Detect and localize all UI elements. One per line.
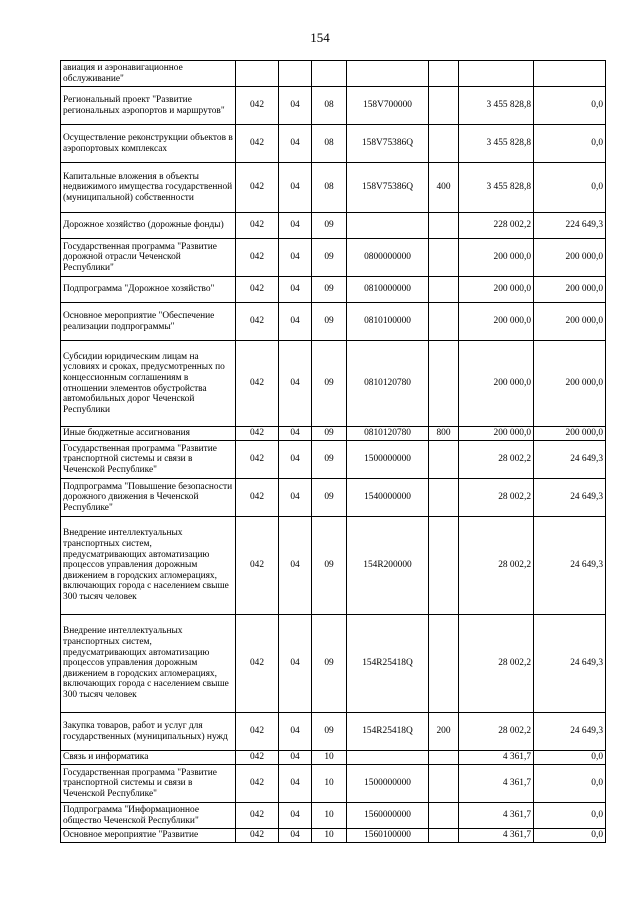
table-row bbox=[61, 239, 606, 277]
section-code-cell: 04 bbox=[279, 829, 312, 843]
row-name-cell: авиация и аэронавигационное обслуживание" bbox=[61, 61, 236, 87]
amount-year1-cell: 200 000,0 bbox=[459, 341, 534, 427]
section-code-cell: 04 bbox=[279, 803, 312, 829]
target-article-cell: 154R200000 bbox=[347, 517, 429, 615]
subsection-code-cell: 08 bbox=[312, 163, 347, 213]
expense-type-cell bbox=[429, 751, 459, 765]
expense-type-cell bbox=[429, 479, 459, 517]
row-name-cell: Капитальные вложения в объекты недвижимого имущества государственной (муниципальной) собственности bbox=[61, 163, 236, 213]
subsection-code-cell: 09 bbox=[312, 517, 347, 615]
ministry-code-cell: 042 bbox=[236, 479, 279, 517]
amount-year2-cell bbox=[534, 61, 606, 87]
amount-year1-cell: 3 455 828,8 bbox=[459, 125, 534, 163]
amount-year1-cell: 200 000,0 bbox=[459, 277, 534, 303]
section-code-cell: 04 bbox=[279, 751, 312, 765]
ministry-code-cell: 042 bbox=[236, 239, 279, 277]
table-row bbox=[61, 829, 606, 843]
target-article-cell: 0810120780 bbox=[347, 427, 429, 441]
ministry-code-cell: 042 bbox=[236, 615, 279, 713]
amount-year1-cell bbox=[459, 61, 534, 87]
section-code-cell: 04 bbox=[279, 87, 312, 125]
table-row bbox=[61, 277, 606, 303]
amount-year1-cell: 3 455 828,8 bbox=[459, 163, 534, 213]
ministry-code-cell: 042 bbox=[236, 213, 279, 239]
amount-year1-cell: 4 361,7 bbox=[459, 803, 534, 829]
subsection-code-cell: 09 bbox=[312, 277, 347, 303]
row-name-cell: Подпрограмма "Повышение безопасности дорожного движения в Чеченской Республике" bbox=[61, 479, 236, 517]
subsection-code-cell: 08 bbox=[312, 125, 347, 163]
row-name-cell: Субсидии юридическим лицам на условиях и сроках, предусмотренных по концессионным соглашениям в отношении элементов обустройства автомобильных дорог Чеченской Республики bbox=[61, 341, 236, 427]
ministry-code-cell: 042 bbox=[236, 277, 279, 303]
amount-year1-cell: 4 361,7 bbox=[459, 751, 534, 765]
subsection-code-cell: 09 bbox=[312, 239, 347, 277]
expense-type-cell bbox=[429, 341, 459, 427]
expense-type-cell bbox=[429, 239, 459, 277]
subsection-code-cell: 09 bbox=[312, 427, 347, 441]
subsection-code-cell: 10 bbox=[312, 765, 347, 803]
subsection-code-cell: 09 bbox=[312, 713, 347, 751]
expense-type-cell bbox=[429, 277, 459, 303]
target-article-cell: 158V700000 bbox=[347, 87, 429, 125]
amount-year2-cell: 24 649,3 bbox=[534, 615, 606, 713]
amount-year2-cell: 0,0 bbox=[534, 163, 606, 213]
target-article-cell: 1500000000 bbox=[347, 765, 429, 803]
amount-year1-cell: 4 361,7 bbox=[459, 829, 534, 843]
section-code-cell: 04 bbox=[279, 303, 312, 341]
section-code-cell bbox=[279, 61, 312, 87]
amount-year2-cell: 0,0 bbox=[534, 125, 606, 163]
amount-year2-cell: 24 649,3 bbox=[534, 517, 606, 615]
expense-type-cell bbox=[429, 213, 459, 239]
subsection-code-cell: 09 bbox=[312, 303, 347, 341]
table-row bbox=[61, 303, 606, 341]
subsection-code-cell: 09 bbox=[312, 441, 347, 479]
section-code-cell: 04 bbox=[279, 479, 312, 517]
amount-year2-cell: 224 649,3 bbox=[534, 213, 606, 239]
ministry-code-cell: 042 bbox=[236, 87, 279, 125]
table-row bbox=[61, 87, 606, 125]
table-row bbox=[61, 441, 606, 479]
subsection-code-cell: 09 bbox=[312, 479, 347, 517]
amount-year1-cell: 28 002,2 bbox=[459, 713, 534, 751]
amount-year2-cell: 24 649,3 bbox=[534, 713, 606, 751]
row-name-cell: Государственная программа "Развитие транспортной системы и связи в Чеченской Республике" bbox=[61, 441, 236, 479]
amount-year2-cell: 0,0 bbox=[534, 87, 606, 125]
row-name-cell: Подпрограмма "Дорожное хозяйство" bbox=[61, 277, 236, 303]
subsection-code-cell: 09 bbox=[312, 341, 347, 427]
section-code-cell: 04 bbox=[279, 125, 312, 163]
amount-year2-cell: 200 000,0 bbox=[534, 277, 606, 303]
row-name-cell: Иные бюджетные ассигнования bbox=[61, 427, 236, 441]
target-article-cell bbox=[347, 751, 429, 765]
row-name-cell: Региональный проект "Развитие региональных аэропортов и маршрутов" bbox=[61, 87, 236, 125]
table-row bbox=[61, 713, 606, 751]
expense-type-cell bbox=[429, 615, 459, 713]
subsection-code-cell: 09 bbox=[312, 213, 347, 239]
section-code-cell: 04 bbox=[279, 427, 312, 441]
amount-year1-cell: 200 000,0 bbox=[459, 427, 534, 441]
target-article-cell bbox=[347, 61, 429, 87]
ministry-code-cell: 042 bbox=[236, 751, 279, 765]
row-name-cell: Закупка товаров, работ и услуг для государственных (муниципальных) нужд bbox=[61, 713, 236, 751]
table-row bbox=[61, 125, 606, 163]
amount-year1-cell: 3 455 828,8 bbox=[459, 87, 534, 125]
amount-year2-cell: 24 649,3 bbox=[534, 441, 606, 479]
amount-year1-cell: 228 002,2 bbox=[459, 213, 534, 239]
ministry-code-cell: 042 bbox=[236, 341, 279, 427]
row-name-cell: Государственная программа "Развитие транспортной системы и связи в Чеченской Республике" bbox=[61, 765, 236, 803]
ministry-code-cell: 042 bbox=[236, 829, 279, 843]
subsection-code-cell: 10 bbox=[312, 751, 347, 765]
amount-year1-cell: 28 002,2 bbox=[459, 441, 534, 479]
target-article-cell: 0810000000 bbox=[347, 277, 429, 303]
ministry-code-cell: 042 bbox=[236, 125, 279, 163]
target-article-cell: 0810100000 bbox=[347, 303, 429, 341]
subsection-code-cell: 10 bbox=[312, 829, 347, 843]
amount-year2-cell: 0,0 bbox=[534, 765, 606, 803]
section-code-cell: 04 bbox=[279, 441, 312, 479]
target-article-cell: 0800000000 bbox=[347, 239, 429, 277]
table-row bbox=[61, 61, 606, 87]
amount-year2-cell: 200 000,0 bbox=[534, 427, 606, 441]
expense-type-cell bbox=[429, 125, 459, 163]
section-code-cell: 04 bbox=[279, 713, 312, 751]
page-number: 154 bbox=[310, 30, 330, 45]
table-row bbox=[61, 803, 606, 829]
target-article-cell: 1560000000 bbox=[347, 803, 429, 829]
expense-type-cell bbox=[429, 61, 459, 87]
row-name-cell: Основное мероприятие "Обеспечение реализации подпрограммы" bbox=[61, 303, 236, 341]
expense-type-cell bbox=[429, 803, 459, 829]
ministry-code-cell: 042 bbox=[236, 427, 279, 441]
amount-year2-cell: 0,0 bbox=[534, 829, 606, 843]
ministry-code-cell: 042 bbox=[236, 441, 279, 479]
section-code-cell: 04 bbox=[279, 213, 312, 239]
row-name-cell: Связь и информатика bbox=[61, 751, 236, 765]
subsection-code-cell: 08 bbox=[312, 87, 347, 125]
expense-type-cell bbox=[429, 829, 459, 843]
table-row bbox=[61, 341, 606, 427]
row-name-cell: Подпрограмма "Информационное общество Чеченской Республики" bbox=[61, 803, 236, 829]
section-code-cell: 04 bbox=[279, 517, 312, 615]
amount-year1-cell: 4 361,7 bbox=[459, 765, 534, 803]
table-row bbox=[61, 765, 606, 803]
table-row bbox=[61, 427, 606, 441]
amount-year2-cell: 200 000,0 bbox=[534, 303, 606, 341]
amount-year1-cell: 200 000,0 bbox=[459, 239, 534, 277]
subsection-code-cell: 09 bbox=[312, 615, 347, 713]
row-name-cell: Внедрение интеллектуальных транспортных систем, предусматривающих автоматизацию процессов управления дорожным движением в городских агломерациях, включающих города с населением свыше 300 тысяч человек bbox=[61, 517, 236, 615]
table-row bbox=[61, 213, 606, 239]
target-article-cell: 158V75386Q bbox=[347, 125, 429, 163]
target-article-cell: 154R25418Q bbox=[347, 615, 429, 713]
row-name-cell: Основное мероприятие "Развитие bbox=[61, 829, 236, 843]
table-row bbox=[61, 163, 606, 213]
amount-year2-cell: 0,0 bbox=[534, 751, 606, 765]
target-article-cell: 1540000000 bbox=[347, 479, 429, 517]
target-article-cell bbox=[347, 213, 429, 239]
section-code-cell: 04 bbox=[279, 765, 312, 803]
section-code-cell: 04 bbox=[279, 341, 312, 427]
table-row bbox=[61, 479, 606, 517]
table-row bbox=[61, 615, 606, 713]
table-row bbox=[61, 517, 606, 615]
ministry-code-cell: 042 bbox=[236, 517, 279, 615]
section-code-cell: 04 bbox=[279, 277, 312, 303]
expense-type-cell: 200 bbox=[429, 713, 459, 751]
expense-type-cell: 400 bbox=[429, 163, 459, 213]
target-article-cell: 158V75386Q bbox=[347, 163, 429, 213]
row-name-cell: Дорожное хозяйство (дорожные фонды) bbox=[61, 213, 236, 239]
budget-table bbox=[60, 60, 606, 843]
ministry-code-cell: 042 bbox=[236, 163, 279, 213]
target-article-cell: 1500000000 bbox=[347, 441, 429, 479]
section-code-cell: 04 bbox=[279, 239, 312, 277]
target-article-cell: 1560100000 bbox=[347, 829, 429, 843]
amount-year1-cell: 28 002,2 bbox=[459, 517, 534, 615]
subsection-code-cell bbox=[312, 61, 347, 87]
amount-year2-cell: 0,0 bbox=[534, 803, 606, 829]
ministry-code-cell: 042 bbox=[236, 765, 279, 803]
expense-type-cell: 800 bbox=[429, 427, 459, 441]
expense-type-cell bbox=[429, 765, 459, 803]
table-row bbox=[61, 751, 606, 765]
row-name-cell: Осуществление реконструкции объектов в аэропортовых комплексах bbox=[61, 125, 236, 163]
expense-type-cell bbox=[429, 87, 459, 125]
amount-year1-cell: 200 000,0 bbox=[459, 303, 534, 341]
amount-year1-cell: 28 002,2 bbox=[459, 479, 534, 517]
section-code-cell: 04 bbox=[279, 615, 312, 713]
expense-type-cell bbox=[429, 517, 459, 615]
ministry-code-cell: 042 bbox=[236, 303, 279, 341]
ministry-code-cell bbox=[236, 61, 279, 87]
subsection-code-cell: 10 bbox=[312, 803, 347, 829]
row-name-cell: Внедрение интеллектуальных транспортных систем, предусматривающих автоматизацию процессов управления дорожным движением в городских агломерациях, включающих города с населением свыше 300 тысяч человек bbox=[61, 615, 236, 713]
amount-year1-cell: 28 002,2 bbox=[459, 615, 534, 713]
amount-year2-cell: 200 000,0 bbox=[534, 341, 606, 427]
section-code-cell: 04 bbox=[279, 163, 312, 213]
expense-type-cell bbox=[429, 441, 459, 479]
expense-type-cell bbox=[429, 303, 459, 341]
amount-year2-cell: 200 000,0 bbox=[534, 239, 606, 277]
target-article-cell: 154R25418Q bbox=[347, 713, 429, 751]
target-article-cell: 0810120780 bbox=[347, 341, 429, 427]
row-name-cell: Государственная программа "Развитие дорожной отрасли Чеченской Республики" bbox=[61, 239, 236, 277]
ministry-code-cell: 042 bbox=[236, 803, 279, 829]
amount-year2-cell: 24 649,3 bbox=[534, 479, 606, 517]
ministry-code-cell: 042 bbox=[236, 713, 279, 751]
